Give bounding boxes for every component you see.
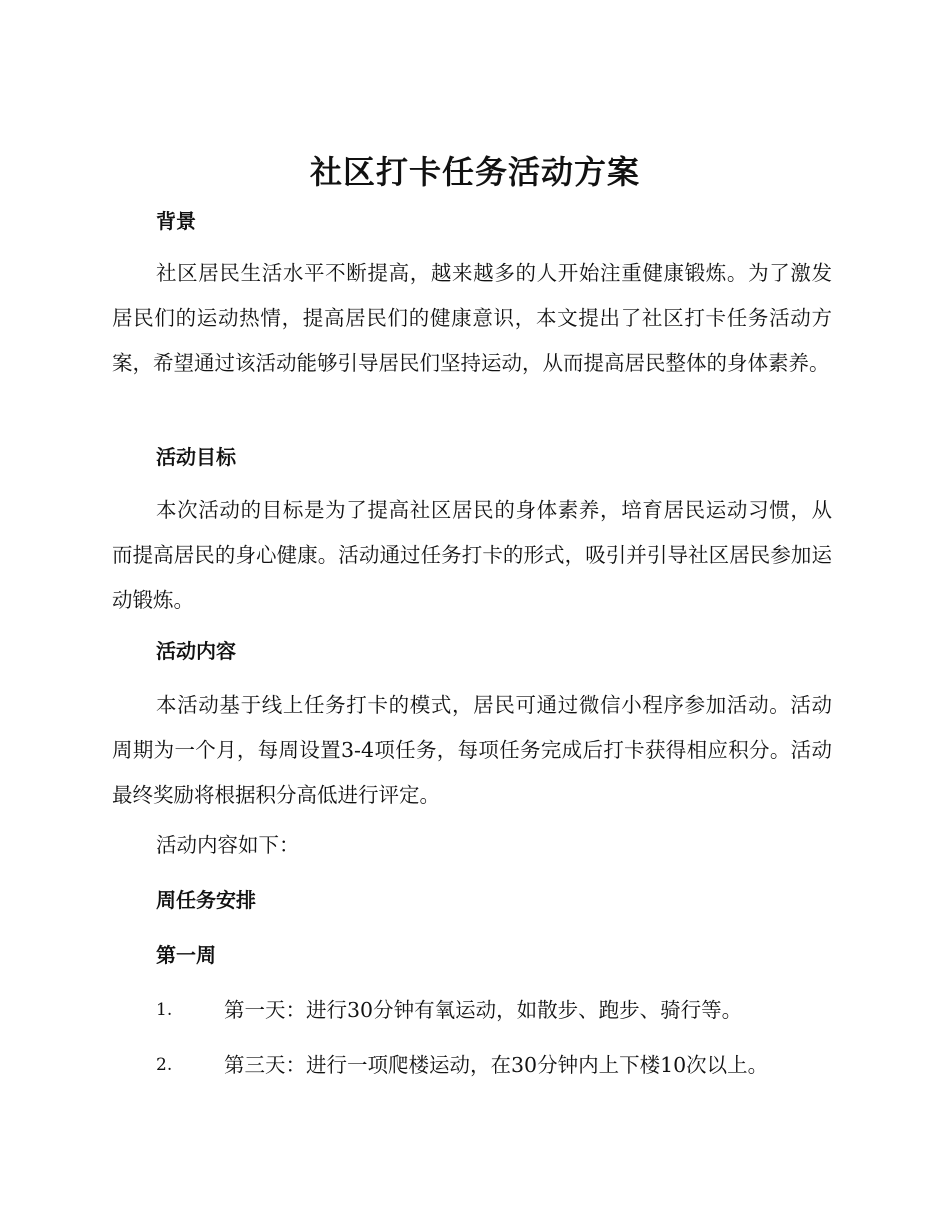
heading-content: 活动内容 — [156, 639, 236, 663]
heading-week1: 第一周 — [156, 943, 216, 967]
heading-schedule: 周任务安排 — [156, 888, 256, 912]
list-number: 2. — [156, 1055, 173, 1075]
list-item — [156, 996, 856, 1024]
heading-goal: 活动目标 — [156, 445, 236, 469]
list-item — [156, 1051, 856, 1079]
list-text: 第三天：进行一项爬楼运动，在30分钟内上下楼10次以上。 — [224, 1053, 769, 1077]
paragraph-background: 社区居民生活水平不断提高，越来越多的人开始注重健康锻炼。为了激发居民们的运动热情，提高居民们的健康意识，本文提出了社区打卡任务活动方案，希望通过该活动能够引导居民们坚持运动，从而提高居民整体的身体素养。 — [112, 261, 832, 375]
content-intro: 活动内容如下： — [156, 833, 300, 857]
paragraph-content: 本活动基于线上任务打卡的模式，居民可通过微信小程序参加活动。活动周期为一个月，每周设置3-4项任务，每项任务完成后打卡获得相应积分。活动最终奖励将根据积分高低进行评定。 — [112, 693, 832, 807]
list-text: 第一天：进行30分钟有氧运动，如散步、跑步、骑行等。 — [224, 998, 743, 1022]
document-title: 社区打卡任务活动方案 — [309, 153, 640, 191]
list-number: 1. — [156, 1000, 173, 1020]
paragraph-goal: 本次活动的目标是为了提高社区居民的身体素养，培育居民运动习惯，从而提高居民的身心健康。活动通过任务打卡的形式，吸引并引导社区居民参加运动锻炼。 — [112, 498, 832, 612]
heading-background: 背景 — [156, 209, 196, 233]
